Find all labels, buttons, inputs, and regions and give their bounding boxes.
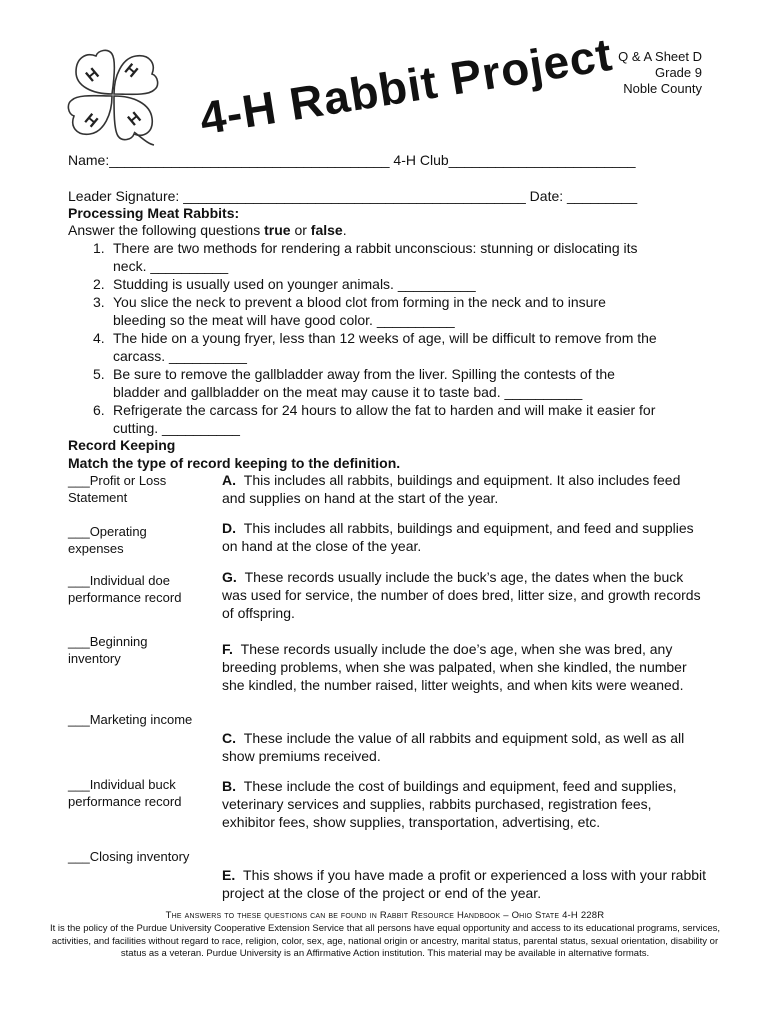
equal-opportunity-statement: It is the policy of the Purdue University Cooperative Extension Service that all persons have equal opportunity and access to its educational programs, services, activities, and facilities without regard to race, religion, color, sex, age, national origin or ancestry, marital status, parental status, sexual orientation, disability or status as a veteran. Purdue University is an Affirmative Action institution. This material may be available in alternative formats. bbox=[49, 923, 721, 959]
term-line: ___Profit or Loss bbox=[68, 473, 167, 488]
page-title: 4-H Rabbit Project bbox=[196, 27, 616, 145]
svg-text:H: H bbox=[120, 60, 141, 82]
question-answer-line[interactable]: neck. __________ bbox=[113, 258, 229, 274]
sheet-label: Q & A Sheet D bbox=[618, 49, 702, 64]
instructions-false: false bbox=[310, 222, 343, 238]
question-text: You slice the neck to prevent a blood clot from forming in the neck and to insure bbox=[113, 294, 606, 310]
name-club-line[interactable]: Name:____________________________________ 4-H Club________________________ bbox=[68, 152, 636, 168]
section-heading-processing: Processing Meat Rabbits: bbox=[68, 205, 240, 221]
question-answer-line[interactable]: cutting. __________ bbox=[113, 420, 240, 436]
term-beginning-inventory[interactable] bbox=[68, 633, 148, 667]
instructions bbox=[68, 221, 347, 239]
term-line: performance record bbox=[68, 590, 182, 605]
question-answer-line[interactable]: carcass. __________ bbox=[113, 348, 247, 364]
definition-g bbox=[222, 568, 707, 622]
definition-letter: B. bbox=[222, 778, 236, 794]
instructions-true: true bbox=[264, 222, 291, 238]
term-line: inventory bbox=[68, 651, 121, 666]
instructions-end: . bbox=[342, 222, 347, 238]
definition-text: These include the cost of buildings and equipment, feed and supplies, veterinary services and supplies, rabbits purchased, registration fees, exhibitor fees, show supplies, transportation, advertising, etc. bbox=[222, 778, 677, 830]
question-1 bbox=[93, 239, 753, 275]
question-text: There are two methods for rendering a rabbit unconscious: stunning or dislocating its bbox=[113, 240, 638, 256]
question-answer-line[interactable]: bladder and gallbladder on the meat may cause it to taste bad. __________ bbox=[113, 384, 583, 400]
term-line: ___Individual doe bbox=[68, 573, 170, 588]
term-line: ___Closing inventory bbox=[68, 849, 190, 864]
question-text: Be sure to remove the gallbladder away from the liver. Spilling the contests of the bbox=[113, 366, 615, 382]
term-operating-expenses[interactable] bbox=[68, 523, 147, 557]
definition-b bbox=[222, 777, 707, 831]
definition-text: This includes all rabbits, buildings and equipment. It also includes feed and supplies on hand at the start of the year. bbox=[222, 472, 681, 506]
definition-letter: D. bbox=[222, 520, 236, 536]
definition-text: This shows if you have made a profit or experienced a loss with your rabbit project at the close of the project or end of the year. bbox=[222, 867, 707, 901]
question-4 bbox=[93, 329, 753, 365]
definition-letter: F. bbox=[222, 641, 233, 657]
term-line: ___Beginning bbox=[68, 634, 148, 649]
question-number: 2. bbox=[93, 276, 105, 292]
question-5 bbox=[93, 365, 753, 401]
definition-a bbox=[222, 471, 707, 507]
term-line: ___Operating bbox=[68, 524, 147, 539]
question-text: Refrigerate the carcass for 24 hours to allow the fat to harden and will make it easier for bbox=[113, 402, 656, 418]
term-individual-buck[interactable] bbox=[68, 776, 181, 810]
term-closing-inventory[interactable] bbox=[68, 848, 189, 865]
definition-f bbox=[222, 640, 707, 694]
instructions-or: or bbox=[290, 222, 311, 238]
definition-text: This includes all rabbits, buildings and equipment, and feed and supplies on hand at the close of the year. bbox=[222, 520, 694, 554]
definition-d bbox=[222, 519, 707, 555]
county-label: Noble County bbox=[623, 81, 702, 96]
question-3 bbox=[93, 293, 753, 329]
definition-letter: C. bbox=[222, 730, 236, 746]
definition-letter: E. bbox=[222, 867, 236, 883]
svg-text:H: H bbox=[82, 65, 103, 86]
question-number: 1. bbox=[93, 240, 105, 256]
svg-text:H: H bbox=[124, 109, 145, 130]
question-2 bbox=[93, 275, 753, 293]
question-number: 5. bbox=[93, 366, 105, 382]
definition-c bbox=[222, 729, 707, 765]
definition-text: These include the value of all rabbits and equipment sold, as well as all show premiums received. bbox=[222, 730, 685, 764]
definition-letter: G. bbox=[222, 569, 237, 585]
question-answer-line[interactable]: bleeding so the meat will have good color. __________ bbox=[113, 312, 455, 328]
term-profit-loss[interactable] bbox=[68, 472, 166, 506]
definition-letter: A. bbox=[222, 472, 236, 488]
4h-clover-logo bbox=[62, 46, 166, 146]
question-text: The hide on a young fryer, less than 12 weeks of age, will be difficult to remove from the bbox=[113, 330, 657, 346]
clover-icon bbox=[62, 46, 166, 146]
term-individual-doe[interactable] bbox=[68, 572, 181, 606]
question-6 bbox=[93, 401, 753, 437]
instructions-prefix: Answer the following questions bbox=[68, 222, 265, 238]
term-marketing-income[interactable] bbox=[68, 711, 192, 728]
definition-text: These records usually include the buck’s age, the dates when the buck was used for service, the number of does bred, litter size, and growth records of offspring. bbox=[222, 569, 701, 621]
question-number: 6. bbox=[93, 402, 105, 418]
term-line: Statement bbox=[68, 490, 128, 505]
section-heading-record-keeping: Record Keeping bbox=[68, 437, 176, 453]
svg-text:H: H bbox=[80, 110, 101, 132]
definition-e bbox=[222, 866, 707, 902]
question-number: 4. bbox=[93, 330, 105, 346]
term-line: ___Individual buck bbox=[68, 777, 176, 792]
question-number: 3. bbox=[93, 294, 105, 310]
term-line: ___Marketing income bbox=[68, 712, 193, 727]
leader-date-line[interactable]: Leader Signature: ____________________________________________ Date: _________ bbox=[68, 188, 638, 204]
question-text[interactable]: Studding is usually used on younger animals. __________ bbox=[113, 276, 476, 292]
answer-source-note: The answers to these questions can be found in Rabbit Resource Handbook – Ohio State 4-H 228R bbox=[165, 910, 605, 921]
grade-label: Grade 9 bbox=[655, 65, 702, 80]
term-line: performance record bbox=[68, 794, 182, 809]
term-line: expenses bbox=[68, 541, 124, 556]
matching-instructions: Match the type of record keeping to the definition. bbox=[68, 455, 401, 471]
definition-text: These records usually include the doe’s age, when she was bred, any breeding problems, when she was palpated, when she kindled, the number she kindled, the number raised, litter weights, and when kits were weaned. bbox=[222, 641, 687, 693]
